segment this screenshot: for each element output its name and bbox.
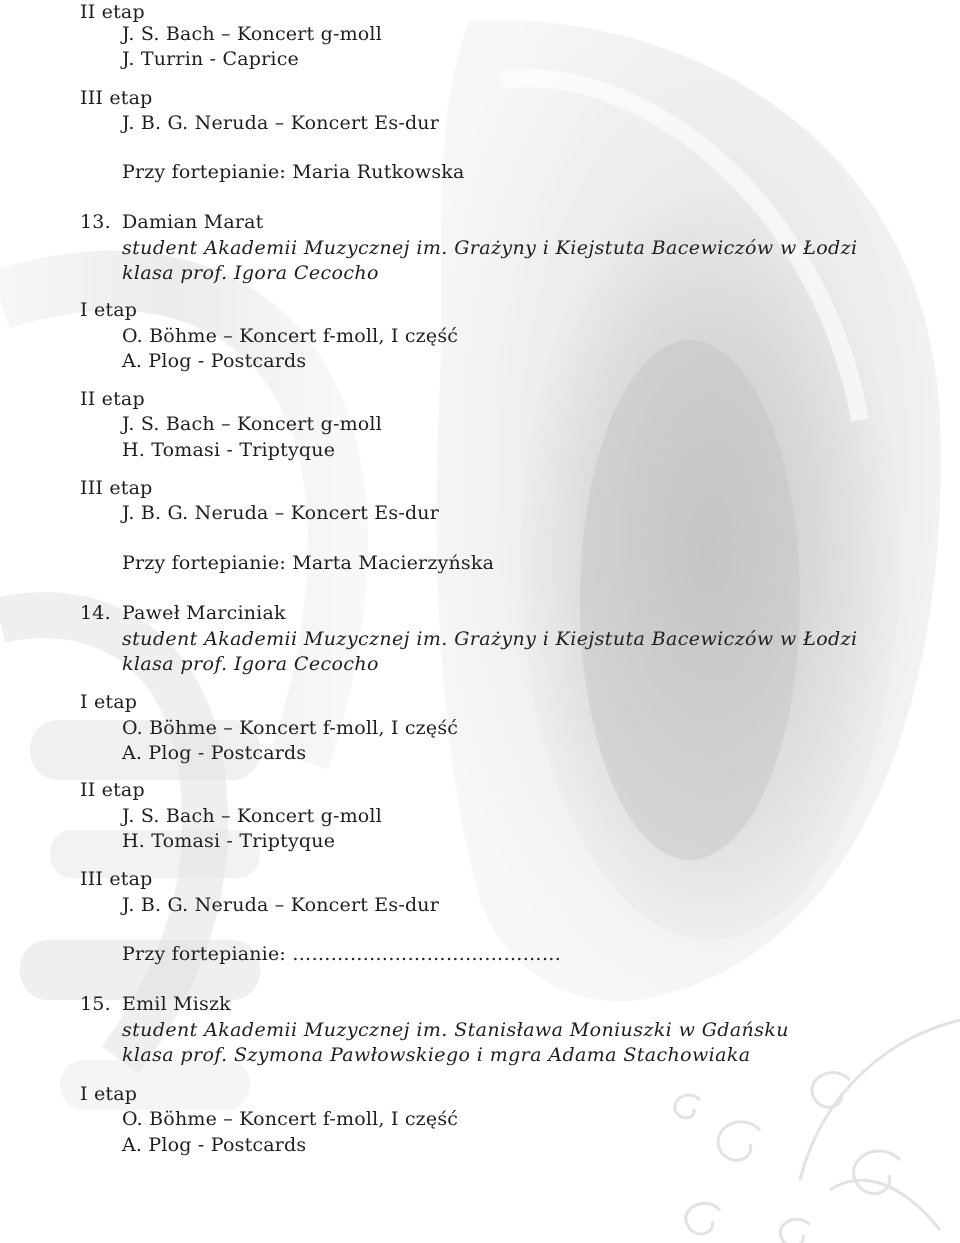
piece: H. Tomasi - Triptyque — [122, 439, 336, 461]
piece: J. B. G. Neruda – Koncert Es-dur — [122, 502, 440, 524]
participant-school: student Akademii Muzycznej im. Grażyny i Kiejstuta Bacewiczów w Łodzi — [122, 237, 858, 259]
etap-label: I etap — [80, 299, 138, 321]
piece: O. Böhme – Koncert f-moll, I część — [122, 325, 459, 347]
participant-name: Emil Miszk — [122, 993, 231, 1015]
etap-label: II etap — [80, 779, 145, 801]
participant-class: klasa prof. Igora Cecocho — [122, 262, 379, 284]
etap-label: II etap — [80, 1, 145, 23]
etap-label: III etap — [80, 87, 153, 109]
piece: A. Plog - Postcards — [122, 742, 307, 764]
etap-label: I etap — [80, 691, 138, 713]
piece: J. Turrin - Caprice — [122, 48, 299, 70]
accompanist: Przy fortepianie: …………………………………… — [122, 943, 562, 965]
etap-label: I etap — [80, 1083, 138, 1105]
piece: J. S. Bach – Koncert g-moll — [122, 413, 382, 435]
participant-school: student Akademii Muzycznej im. Stanisława Moniuszki w Gdańsku — [122, 1019, 789, 1041]
participant-class: klasa prof. Szymona Pawłowskiego i mgra Adama Stachowiaka — [122, 1044, 751, 1066]
participant-number: 15. — [80, 993, 111, 1015]
piece: J. B. G. Neruda – Koncert Es-dur — [122, 894, 440, 916]
participant-number: 14. — [80, 602, 111, 624]
piece: A. Plog - Postcards — [122, 350, 307, 372]
etap-label: III etap — [80, 477, 153, 499]
etap-label: II etap — [80, 388, 145, 410]
piece: O. Böhme – Koncert f-moll, I część — [122, 1108, 459, 1130]
piece: A. Plog - Postcards — [122, 1134, 307, 1156]
piece: H. Tomasi - Triptyque — [122, 830, 336, 852]
piece: O. Böhme – Koncert f-moll, I część — [122, 717, 459, 739]
participant-name: Paweł Marciniak — [122, 602, 286, 624]
participant-name: Damian Marat — [122, 211, 264, 233]
etap-label: III etap — [80, 868, 153, 890]
participant-class: klasa prof. Igora Cecocho — [122, 653, 379, 675]
participant-school: student Akademii Muzycznej im. Grażyny i Kiejstuta Bacewiczów w Łodzi — [122, 628, 858, 650]
piece: J. B. G. Neruda – Koncert Es-dur — [122, 112, 440, 134]
piece: J. S. Bach – Koncert g-moll — [122, 23, 382, 45]
piece: J. S. Bach – Koncert g-moll — [122, 805, 382, 827]
participant-number: 13. — [80, 211, 111, 233]
accompanist: Przy fortepianie: Maria Rutkowska — [122, 161, 465, 183]
accompanist: Przy fortepianie: Marta Macierzyńska — [122, 552, 495, 574]
